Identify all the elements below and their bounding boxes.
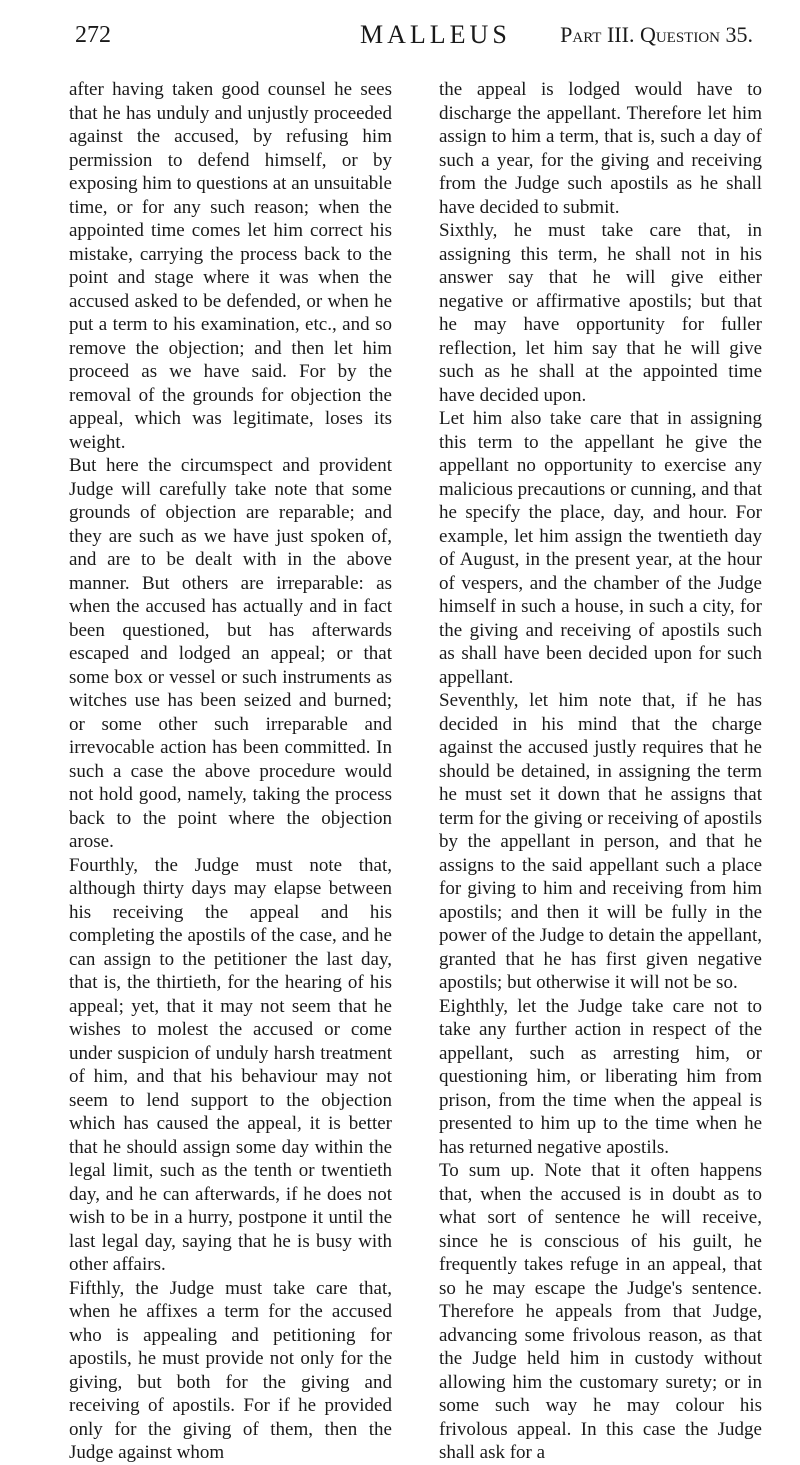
paragraph: the appeal is lodged would have to discharge the appellant. Therefore let him assign to him a term, that is, such a day of such a year, for the giving and receiving from the Judge such apostils as he shall have decided to submit. [439,79,762,218]
paragraph: Seventhly, let him note that, if he has decided in his mind that the charge against the accused justly requires that he should be detained, in assigning the term he must set it down that he assigns that term for the giving or receiving of apostils by the appellant in person, and that he assigns to the said appellant such a place for giving to him and receiving from him apostils; and then it will be fully in the power of the Judge to detain the appellant, granted that he has first given negative apostils; but otherwise it will not be so. [439,690,762,993]
running-title: MALLEUS [360,20,511,49]
paragraph: Eighthly, let the Judge take care not to take any further action in respect of the appellant, such as arresting him, or questioning him, or liberating him from prison, from the time when the appeal is presented to him up to the time when he has returned negative apostils. [439,995,762,1158]
paragraph: Fifthly, the Judge must take care that, when he affixes a term for the accused who is appealing and petitioning for apostils, he must provide not only for the giving, but both for the giving and receiving of apostils. For if he provided only for the giving of them, then the Judge against whom [69,1277,392,1463]
right-column [439,78,762,1465]
paragraph: after having taken good counsel he sees that he has unduly and unjustly proceeded against the accused, by refusing him permission to defend himself, or by exposing him to questions at an unsuitable time, or for any such reason; when the appointed time comes let him correct his mistake, carrying the process back to the point and stage where it was when the accused asked to be defended, or when he put a term to his examination, etc., and so remove the objection; and then let him proceed as we have said. For by the removal of the grounds for objection the appeal, which was legitimate, loses its weight. [69,79,392,453]
paragraph: Fourthly, the Judge must note that, although thirty days may elapse between his receiving the appeal and his completing the apostils of the case, and he can assign to the petitioner the last day, that is, the thirtieth, for the hearing of his appeal; yet, that it may not seem that he wishes to molest the accused or come under suspicion of unduly harsh treatment of him, and that his behaviour may not seem to lend support to the objection which has caused the appeal, it is better that he should assign some day within the legal limit, such as the tenth or twentieth day, and he can afterwards, if he does not wish to be in a hurry, postpone it until the last legal day, saying that he is busy with other affairs. [69,854,392,1275]
paragraph: Let him also take care that in assigning this term to the appellant he give the appellant no opportunity to exercise any malicious precautions or cunning, and that he specify the place, day, and hour. For example, let him assign the twentieth day of August, in the present year, at the hour of vespers, and the chamber of the Judge himself in such a house, in such a city, for the giving and receiving of apostils such as shall have been decided upon for such appellant. [439,408,762,688]
part-question-label: Part III. Question 35. [560,22,753,47]
paragraph: But here the circumspect and provident Judge will carefully take note that some grounds of objection are reparable; and they are such as we have just spoken of, and are to be dealt with in the above manner. But others are irreparable: as when the accused has actually and in fact been questioned, but has afterwards escaped and lodged an appeal; or that some box or vessel or such instruments as witches use has been seized and burned; or some other such irreparable and irrevocable action has been committed. In such a case the above procedure would not hold good, namely, taking the process back to the point where the objection arose. [69,455,392,852]
paragraph: To sum up. Note that it often happens that, when the accused is in doubt as to what sort of sentence he will receive, since he is conscious of his guilt, he frequently takes refuge in an appeal, that so he may escape the Judge's sentence. Therefore he appeals from that Judge, advancing some frivolous reason, as that the Judge held him in custody without allowing him the customary surety; or in some such way he may colour his frivolous appeal. In this case the Judge shall ask for a [439,1160,762,1463]
paragraph: Sixthly, he must take care that, in assigning this term, he shall not in his answer say that he will give either negative or affirmative apostils; but that he may have opportunity for fuller reflection, let him say that he will give such as he shall at the appointed time have decided upon. [439,220,762,406]
page-header [0,18,800,58]
page-number: 272 [75,22,111,48]
left-column [69,78,392,1465]
